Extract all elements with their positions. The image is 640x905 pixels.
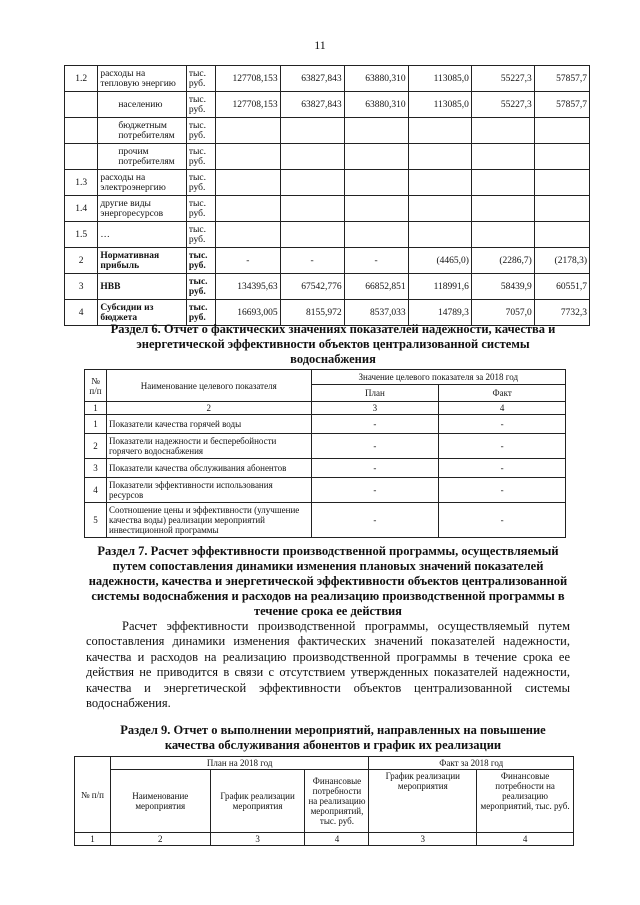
- indicator-fact: -: [439, 503, 566, 538]
- indicator-plan: -: [311, 478, 439, 503]
- cell-value: 58439,9: [471, 274, 534, 300]
- indicator-plan: -: [311, 434, 439, 459]
- cell-value: [215, 196, 280, 222]
- s9-colnum: 1: [75, 833, 111, 846]
- cell-value: 57857,7: [534, 66, 589, 92]
- cell-value: 118991,6: [408, 274, 471, 300]
- indicator-row: [85, 434, 566, 459]
- colnum-cell: 2: [106, 402, 311, 415]
- section7-title: Раздел 7. Расчет эффективности производственной программы, осуществляемый путем сопоставления динамики изменения плановых значений показателей надежности, качества и энергетической эффективности объектов централизованной системы водоснабжения и расходов на реализацию производственной программы в течение срока ее действия: [88, 544, 568, 618]
- cell-unit: тыс. руб.: [186, 196, 215, 222]
- cell-num: [65, 144, 98, 170]
- table-row: [65, 66, 590, 92]
- cell-value: -: [215, 248, 280, 274]
- cell-value: 66852,851: [344, 274, 408, 300]
- cell-name: расходы на электроэнергию: [98, 170, 187, 196]
- cell-num: [65, 92, 98, 118]
- table-row: [65, 196, 590, 222]
- indicator-fact: -: [439, 415, 566, 434]
- cell-num: 1.5: [65, 222, 98, 248]
- cell-value: (2178,3): [534, 248, 589, 274]
- cell-value: [280, 118, 344, 144]
- indicator-row: [85, 459, 566, 478]
- indicator-name: Показатели надежности и бесперебойности горячего водоснабжения: [106, 434, 311, 459]
- indicator-n: 1: [85, 415, 107, 434]
- s9-fin-header: Финансовые потребности на реализацию мероприятий, тыс. руб.: [305, 770, 369, 833]
- cell-value: [471, 170, 534, 196]
- cell-value: [471, 196, 534, 222]
- cell-value: [344, 144, 408, 170]
- costs-table: [64, 65, 590, 326]
- table-row: [65, 170, 590, 196]
- cell-value: 8155,972: [280, 300, 344, 326]
- indicator-n: 3: [85, 459, 107, 478]
- indicator-name: Соотношение цены и эффективности (улучшение качества воды) реализации мероприятий инвестиционной программы: [106, 503, 311, 538]
- cell-num: 1.3: [65, 170, 98, 196]
- colnum-cell: 1: [85, 402, 107, 415]
- cell-unit: тыс. руб.: [186, 66, 215, 92]
- indicator-fact: -: [439, 459, 566, 478]
- table-row: [65, 222, 590, 248]
- section9-title: Раздел 9. Отчет о выполнении мероприятий, направленных на повышение качества обслуживания абонентов и график их реализации: [120, 723, 546, 752]
- cell-value: 113085,0: [408, 66, 471, 92]
- cell-value: (2286,7): [471, 248, 534, 274]
- cell-value: [215, 222, 280, 248]
- s9-num-header: № п/п: [75, 757, 111, 833]
- cell-value: 127708,153: [215, 66, 280, 92]
- s9-colnum: 3: [369, 833, 477, 846]
- cell-value: 63827,843: [280, 66, 344, 92]
- col-name-header: Наименование целевого показателя: [106, 370, 311, 402]
- cell-value: [408, 118, 471, 144]
- cell-name: другие виды энергоресурсов: [98, 196, 187, 222]
- cell-unit: тыс. руб.: [186, 92, 215, 118]
- col-num-header: № п/п: [85, 370, 107, 402]
- cell-value: [215, 144, 280, 170]
- cell-value: 60551,7: [534, 274, 589, 300]
- cell-value: [344, 118, 408, 144]
- table-row: [65, 118, 590, 144]
- s9-colnum: 3: [210, 833, 305, 846]
- cell-name: расходы на тепловую энергию: [98, 66, 187, 92]
- s9-graph2-header: График реализации мероприятия: [369, 770, 477, 833]
- cell-num: 1.2: [65, 66, 98, 92]
- s9-graph-header: График реализации мероприятия: [210, 770, 305, 833]
- cell-value: [534, 196, 589, 222]
- colnum-cell: 4: [439, 402, 566, 415]
- cell-value: [408, 170, 471, 196]
- cell-value: [534, 144, 589, 170]
- colnum-cell: 3: [311, 402, 439, 415]
- s9-colnum: 4: [305, 833, 369, 846]
- cell-value: [280, 222, 344, 248]
- page-number: 11: [314, 38, 326, 52]
- cell-value: [344, 170, 408, 196]
- cell-name: бюджетным потребителям: [98, 118, 187, 144]
- cell-value: [344, 196, 408, 222]
- indicator-row: [85, 478, 566, 503]
- indicator-row: [85, 503, 566, 538]
- cell-value: 7732,3: [534, 300, 589, 326]
- cell-value: [534, 222, 589, 248]
- cell-value: -: [280, 248, 344, 274]
- indicator-name: Показатели качества обслуживания абонентов: [106, 459, 311, 478]
- cell-value: [280, 170, 344, 196]
- table-row: [65, 92, 590, 118]
- cell-value: 67542,776: [280, 274, 344, 300]
- cell-value: [408, 196, 471, 222]
- indicator-n: 2: [85, 434, 107, 459]
- cell-unit: тыс. руб.: [186, 118, 215, 144]
- cell-unit: тыс. руб.: [186, 300, 215, 326]
- col-value-header: Значение целевого показателя за 2018 год: [311, 370, 565, 385]
- col-fact-header: Факт: [439, 385, 566, 402]
- cell-value: [280, 196, 344, 222]
- cell-value: -: [344, 248, 408, 274]
- cell-value: [471, 222, 534, 248]
- indicator-row: [85, 415, 566, 434]
- table-row: [65, 144, 590, 170]
- cell-num: [65, 118, 98, 144]
- section6-table: [84, 369, 566, 538]
- indicator-name: Показатели эффективности использования ресурсов: [106, 478, 311, 503]
- indicator-plan: -: [311, 459, 439, 478]
- cell-value: 63880,310: [344, 92, 408, 118]
- cell-value: 16693,005: [215, 300, 280, 326]
- cell-name: Нормативная прибыль: [98, 248, 187, 274]
- cell-value: 63880,310: [344, 66, 408, 92]
- col-plan-header: План: [311, 385, 439, 402]
- section9-table: [74, 756, 574, 846]
- cell-value: 113085,0: [408, 92, 471, 118]
- cell-value: 134395,63: [215, 274, 280, 300]
- table-row: [65, 248, 590, 274]
- indicator-name: Показатели качества горячей воды: [106, 415, 311, 434]
- cell-value: (4465,0): [408, 248, 471, 274]
- cell-value: [408, 144, 471, 170]
- section6-title: Раздел 6. Отчет о фактических значениях показателей надежности, качества и энергетической эффективности объектов централизованной системы водоснабжения: [110, 322, 556, 366]
- cell-name: …: [98, 222, 187, 248]
- cell-value: 55227,3: [471, 66, 534, 92]
- cell-value: [471, 144, 534, 170]
- indicator-plan: -: [311, 503, 439, 538]
- indicator-plan: -: [311, 415, 439, 434]
- indicator-fact: -: [439, 434, 566, 459]
- s9-colnum: 4: [477, 833, 574, 846]
- cell-num: 1.4: [65, 196, 98, 222]
- cell-unit: тыс. руб.: [186, 248, 215, 274]
- cell-value: [344, 222, 408, 248]
- cell-unit: тыс. руб.: [186, 222, 215, 248]
- cell-unit: тыс. руб.: [186, 274, 215, 300]
- cell-value: 8537,033: [344, 300, 408, 326]
- cell-value: [534, 170, 589, 196]
- s9-colnum: 2: [110, 833, 210, 846]
- cell-num: 3: [65, 274, 98, 300]
- s9-plan-header: План на 2018 год: [110, 757, 369, 770]
- cell-name: населению: [98, 92, 187, 118]
- cell-value: [215, 118, 280, 144]
- cell-name: Субсидии из бюджета: [98, 300, 187, 326]
- cell-value: [471, 118, 534, 144]
- cell-value: 57857,7: [534, 92, 589, 118]
- indicator-fact: -: [439, 478, 566, 503]
- cell-name: прочим потребителям: [98, 144, 187, 170]
- cell-value: 7057,0: [471, 300, 534, 326]
- cell-value: 55227,3: [471, 92, 534, 118]
- s9-name-header: Наименование мероприятия: [110, 770, 210, 833]
- cell-unit: тыс. руб.: [186, 170, 215, 196]
- cell-unit: тыс. руб.: [186, 144, 215, 170]
- cell-value: [215, 170, 280, 196]
- s9-fin2-header: Финансовые потребности на реализацию мероприятий, тыс. руб.: [477, 770, 574, 833]
- table-row: [65, 274, 590, 300]
- cell-value: [280, 144, 344, 170]
- cell-value: 127708,153: [215, 92, 280, 118]
- cell-value: [534, 118, 589, 144]
- indicator-n: 5: [85, 503, 107, 538]
- cell-name: НВВ: [98, 274, 187, 300]
- s9-fact-header: Факт за 2018 год: [369, 757, 574, 770]
- cell-num: 4: [65, 300, 98, 326]
- cell-value: [408, 222, 471, 248]
- section7-text: Расчет эффективности производственной программы, осуществляемый путем сопоставления динамики изменения фактических значений показателей надежности, качества и расходов на реализацию производственной программы в течение срока ее действия не приводится в связи с отсутствием утвержденных показателей надежности, качества и энергетической эффективности объектов централизованной системы водоснабжения.: [86, 619, 570, 711]
- indicator-n: 4: [85, 478, 107, 503]
- cell-num: 2: [65, 248, 98, 274]
- cell-value: 63827,843: [280, 92, 344, 118]
- cell-value: 14789,3: [408, 300, 471, 326]
